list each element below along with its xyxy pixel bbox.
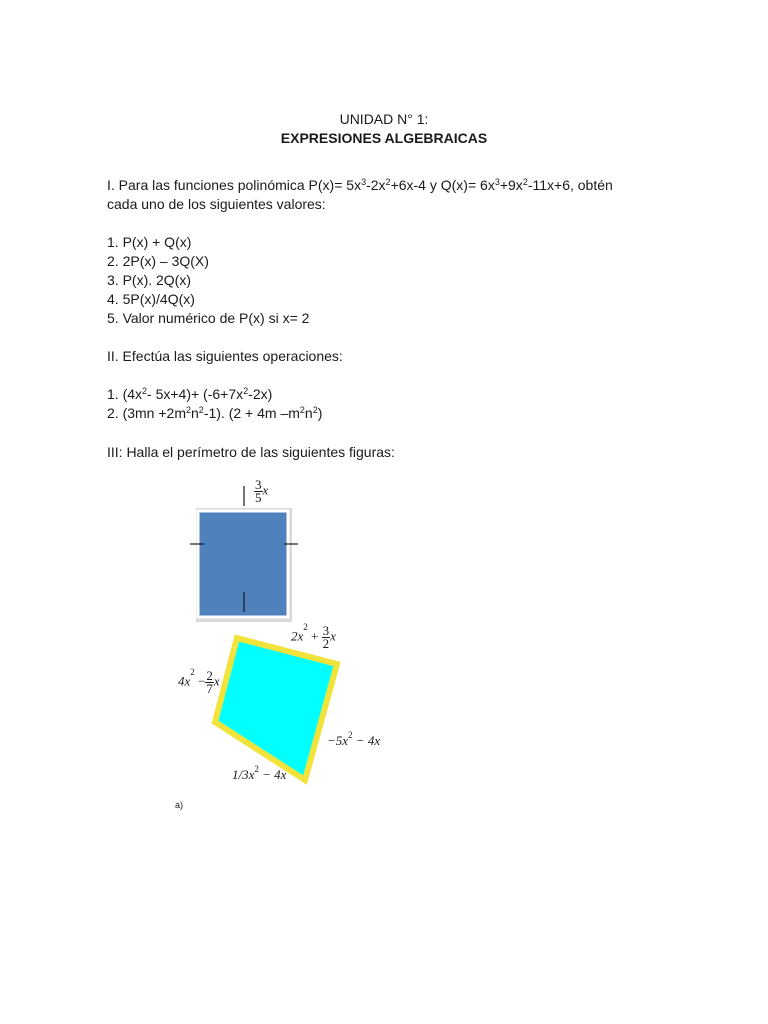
square-side-label: $\frac{3}{5}$ x (255, 477, 269, 505)
section1-intro-line2: cada uno de los siguientes valores: (107, 196, 326, 212)
quad-right-label: $-5x^2 - 4x$ (327, 730, 381, 748)
list-item: 1. P(x) + Q(x) (107, 234, 192, 250)
section3-heading: III: Halla el perímetro de las siguientes figuras: (107, 444, 395, 460)
list-item: 3. P(x). 2Q(x) (107, 272, 192, 288)
list-item: 4. 5P(x)/4Q(x) (107, 291, 195, 307)
quad-top-label: $2x^2$ + $\frac{3}{2}$ x (291, 622, 336, 651)
quad-left-label: $4x^2$ − $\frac{2}{7}$ x (178, 667, 220, 696)
quadrilateral-shape (215, 638, 337, 780)
list-item: 2. 2P(x) – 3Q(X) (107, 253, 209, 269)
document-title: EXPRESIONES ALGEBRAICAS (280, 130, 488, 146)
operation-2: 2. $(3mn +2m^2n^2-1)$. (2 + 4m $-m^2n^2$) (107, 405, 323, 421)
section1-intro: I. Para las funciones polinómica $P(x)= 5x^3-2x^2+6x-4$ y $Q(x)= 6x^3+9x^2-11x+6$, obtén (107, 177, 613, 193)
square-shape (198, 511, 288, 617)
unit-heading: UNIDAD N° 1: (339, 111, 429, 127)
square-figure (190, 477, 300, 625)
quadrilateral-figure (205, 630, 345, 790)
figure-caption: a) (175, 800, 184, 810)
operation-1: 1. ($4x^2-$ $5x+4)+ (-6+7x^2-2x)$ (107, 386, 273, 402)
section2-heading: II. Efectúa las siguientes operaciones: (107, 348, 343, 364)
list-item: 5. Valor numérico de P(x) si x= 2 (107, 310, 310, 326)
quad-bottom-label: $1/3x^2 - 4x$ (232, 764, 287, 782)
